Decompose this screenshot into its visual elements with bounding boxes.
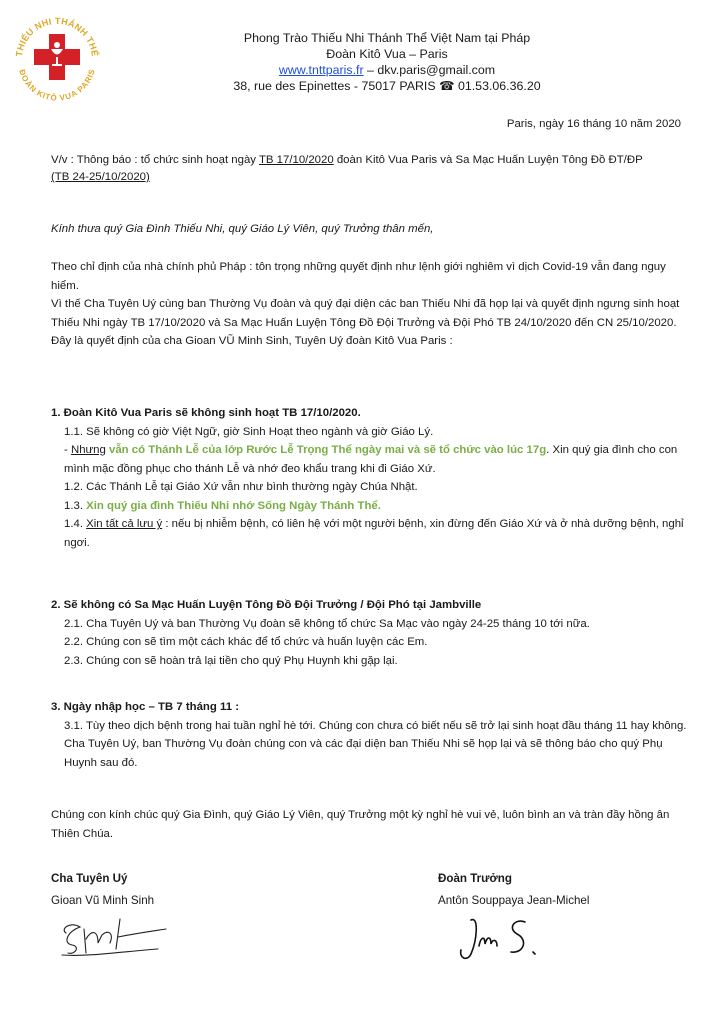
list-item: 1.2. Các Thánh Lễ tại Giáo Xứ vẫn như bình thường ngày Chúa Nhật. — [64, 481, 418, 493]
svg-text:ĐOÀN KITÔ VUA PARIS: ĐOÀN KITÔ VUA PARIS — [17, 68, 97, 102]
subject-date2: (TB 24-25/10/2020) — [51, 171, 150, 183]
org-name: Phong Trào Thiếu Nhi Thánh Thể Việt Nam tại Pháp — [243, 31, 531, 45]
intro — [51, 258, 691, 351]
list-item: 1.4. Xin tất cả lưu ý : nếu bị nhiễm bệnh, có liên hệ với một người bệnh, xin đừng đến Giáo Xứ và ở nhà dưỡng bệnh, nghỉ ngơi. — [64, 518, 684, 549]
greeting: Kính thưa quý Gia Đình Thiếu Nhi, quý Giáo Lý Viên, quý Trưởng thân mến, — [51, 223, 434, 235]
email-text: – dkv.paris@gmail.com — [363, 63, 496, 77]
list-item: 2.2. Chúng con sẽ tìm một cách khác để tổ chức và huấn luyện các Em. — [64, 636, 428, 648]
letter-date: Paris, ngày 16 tháng 10 năm 2020 — [506, 118, 681, 130]
intro-paragraph: Theo chỉ định của nhà chính phủ Pháp : tôn trọng những quyết định như lệnh giới nghiêm vì dịch Covid-19 vẫn đang nguy hiểm. — [51, 261, 666, 292]
section-title: 3. Ngày nhập học – TB 7 tháng 11 : — [51, 701, 239, 713]
list-item: 2.1. Cha Tuyên Uý và ban Thường Vụ đoàn sẽ không tổ chức Sa Mạc vào ngày 24-25 tháng 10 tới nữa. — [64, 617, 590, 630]
address: 38, rue des Epinettes - 75017 PARIS ☎ 01.53.06.36.20 — [233, 79, 541, 93]
subject-prefix: V/v : Thông báo : tổ chức sinh hoạt ngày — [51, 154, 259, 166]
list-item: - Nhưng vẫn có Thánh Lễ của lớp Rước Lễ Trọng Thể ngày mai và sẽ tổ chức vào lúc 17g. Xin quý gia đình cho con mình mặc đồng phục cho thánh Lễ và nhớ đeo khẩu trang khi đi Giáo Xứ. — [64, 444, 678, 475]
signature-right — [438, 868, 589, 912]
section-title: 2. Sẽ không có Sa Mạc Huấn Luyện Tông Đồ Đội Trưởng / Đội Phó tại Jambville — [51, 599, 482, 611]
signer-name: Gioan Vũ Minh Sinh — [51, 894, 155, 907]
website-link[interactable]: www.tnttparis.fr — [278, 63, 364, 77]
intro-paragraph: Đây là quyết định của cha Gioan VŨ Minh Sinh, Tuyên Uý đoàn Kitô Vua Paris : — [51, 335, 453, 347]
signature-left — [51, 868, 154, 912]
signer-title: Cha Tuyên Uý — [51, 872, 128, 885]
section-title: 1. Đoàn Kitô Vua Paris sẽ không sinh hoạt TB 17/10/2020. — [51, 407, 361, 419]
handwritten-signature-right — [455, 910, 545, 970]
section-2 — [51, 596, 691, 670]
list-item: 2.3. Chúng con sẽ hoàn trả lại tiền cho quý Phụ Huynh khi gặp lại. — [64, 654, 398, 667]
closing: Chúng con kính chúc quý Gia Đình, quý Giáo Lý Viên, quý Trưởng một kỳ nghỉ hè vui vẻ, luôn bình an và tràn đầy hồng ân Thiên Chúa. — [51, 809, 670, 840]
list-item: 1.3. Xin quý gia đình Thiếu Nhi nhớ Sống Ngày Thánh Thể. — [64, 499, 381, 512]
subject-date: TB 17/10/2020 — [258, 154, 334, 166]
subject-middle: đoàn Kitô Vua Paris và Sa Mạc Huấn Luyện Tông Đồ ĐT/ĐP — [333, 154, 643, 166]
intro-paragraph: Vì thế Cha Tuyên Uý cùng ban Thường Vụ đoàn và quý đại diện các ban Thiếu Nhi đã họp lại và quyết định ngưng sinh hoạt Thiếu Nhi ngày TB 17/10/2020 và Sa Mạc Huấn Luyện Tông Đồ Đội Trưởng và Đội Phó TB 24/10/2020 đến CN 25/10/2020. — [51, 298, 680, 329]
contact-line — [150, 62, 624, 78]
svg-text:THIẾU NHI THÁNH THỂ: THIẾU NHI THÁNH THỂ — [14, 15, 100, 58]
list-item: 3.1. Tùy theo dịch bệnh trong hai tuần nghỉ hè tới. Chúng con chưa có biết nếu sẽ trở lại sinh hoạt đầu tháng 11 hay không. Cha Tuyên Uý, ban Thường Vụ đoàn chúng con và các đại diện ban Thiếu Nhi sẽ họp lại và sẽ thông báo cho quý Phụ Huynh sau đó. — [64, 719, 687, 769]
section-1 — [51, 404, 691, 552]
tntt-logo — [12, 12, 102, 102]
handwritten-signature-left — [58, 915, 168, 960]
group-name: Đoàn Kitô Vua – Paris — [326, 47, 448, 61]
section-3 — [51, 698, 691, 772]
list-item: 1.1. Sẽ không có giờ Việt Ngữ, giờ Sinh Hoạt theo ngành và giờ Giáo Lý. — [64, 425, 434, 438]
subject — [51, 152, 691, 186]
letterhead — [150, 30, 624, 94]
signer-name: Antôn Souppaya Jean-Michel — [438, 894, 590, 907]
signer-title: Đoàn Trưởng — [438, 872, 512, 885]
